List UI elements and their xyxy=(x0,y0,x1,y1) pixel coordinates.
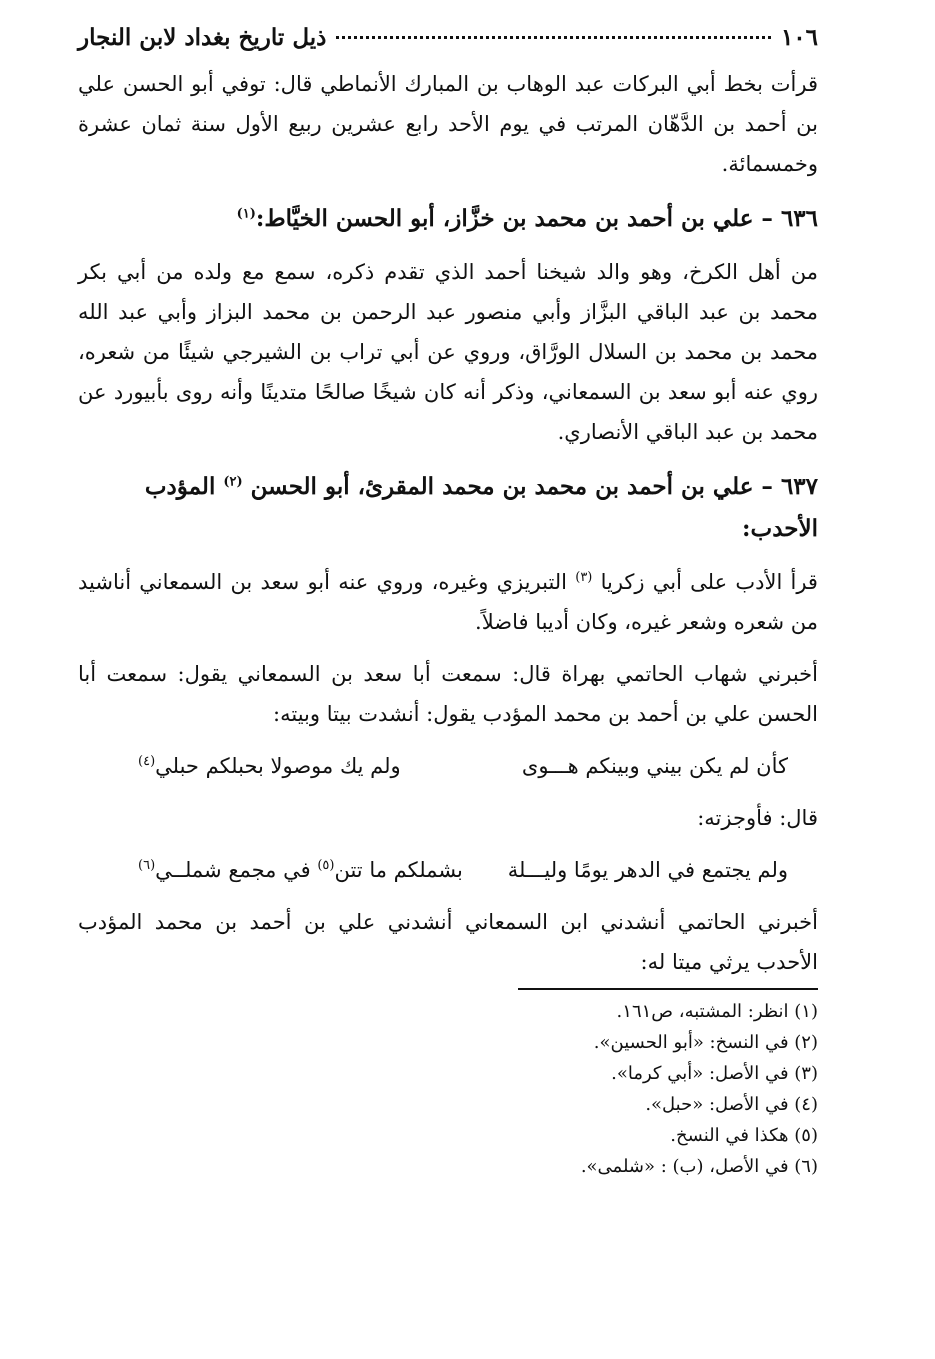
footnote-1: (١) انظر: المشتبه، ص١٦١. xyxy=(616,1001,818,1022)
verse-2-first-hemistich: ولم يجتمع في الدهر يومًا وليـــلة xyxy=(507,858,788,882)
entry-636-body: من أهل الكرخ، وهو والد شيخنا أحمد الذي تقدم ذكره، سمع مع ولده من أبي بكر محمد بن عبد الباقي البزَّاز وأبي منصور عبد الرحمن بن محمد البزاز وأبي عبد الله محمد بن محمد بن السلال الورَّاق، وروي عن أبي تراب بن الشيرجي شيئًا من شعره، روي عنه أبو سعد بن السمعاني، وذكر أنه كان شيخًا صالحًا متدينًا وأنه روى بأبيورد عن محمد بن عبد الباقي الأنصاري. xyxy=(78,260,818,444)
footnote-ref-3: (٣) xyxy=(575,570,593,585)
footnote-2: (٢) في النسخ: «أبو الحسين». xyxy=(593,1032,818,1053)
footnote-ref-5: (٥) xyxy=(317,858,335,873)
verse-2-second-hemistich xyxy=(138,850,463,890)
footnotes xyxy=(78,996,818,1182)
page-number: ١٠٦ xyxy=(780,24,818,51)
header-dot-leader xyxy=(336,36,771,39)
entry-637-title xyxy=(78,466,818,550)
book-title: ذيل تاريخ بغداد لابن النجار xyxy=(78,24,327,51)
verse-2-second-text-a: بشملكم ما تتن xyxy=(334,858,463,882)
verse-1 xyxy=(78,746,818,786)
para1-text-a: قرأ الأدب على أبي زكريا xyxy=(600,570,818,594)
entry-636-heading: ٦٣٦ – علي بن أحمد بن محمد بن خزَّاز، أبو الحسن الخيَّاط: xyxy=(255,205,818,232)
entry-637-heading-part2: المؤدب الأحدب: xyxy=(144,473,818,542)
entry-636-title xyxy=(78,198,818,240)
entry-637-paragraph-1 xyxy=(78,562,818,642)
verse-1-first-hemistich: كأن لم يكن بيني وبينكم هـــوى xyxy=(521,754,788,778)
footnote-ref-1: (١) xyxy=(236,206,256,222)
entry-637-paragraph-2: أخبرني شهاب الحاتمي بهراة قال: سمعت أبا سعد بن السمعاني يقول: سمعت أبا الحسن علي بن أحمد بن محمد المؤدب يقول: أنشدت بيتا وبيته: xyxy=(78,662,818,726)
entry-637-heading-part1: ٦٣٧ – علي بن أحمد بن محمد بن محمد المقرئ، أبو الحسن xyxy=(250,473,818,500)
footnote-ref-4: (٤) xyxy=(138,754,156,769)
footnote-6: (٦) في الأصل، (ب) : «شلمى». xyxy=(580,1156,818,1177)
footnote-separator xyxy=(518,988,818,990)
footnote-4: (٤) في الأصل: «حبل». xyxy=(645,1094,818,1115)
verse-1-second-text: ولم يك موصولا بحبلكم حبلي xyxy=(155,754,401,778)
verse-1-second-hemistich xyxy=(138,746,401,786)
footnote-5: (٥) هكذا في النسخ. xyxy=(670,1125,818,1146)
footnote-3: (٣) في الأصل: «أبي كرما». xyxy=(611,1063,818,1084)
page-header xyxy=(78,24,818,64)
footnote-ref-6: (٦) xyxy=(138,858,156,873)
verse-2 xyxy=(78,850,818,890)
entry-637-paragraph-4: أخبرني الحاتمي أنشدني ابن السمعاني أنشدني علي بن أحمد بن محمد المؤدب الأحدب يرثي ميتا له: xyxy=(78,910,818,974)
verse-2-second-text-b: في مجمع شملــي xyxy=(155,858,311,882)
para1-text-b: التبريزي وغيره، وروي عنه أبو سعد بن السمعاني أناشيد من شعره وشعر غيره، وكان أديبا فاضلاً. xyxy=(78,570,818,634)
intro-paragraph: قرأت بخط أبي البركات عبد الوهاب بن المبارك الأنماطي قال: توفي أبو الحسن علي بن أحمد بن الدَّهّان المرتب في يوم الأحد رابع عشرين ربيع الأول سنة ثمان عشرة وخمسمائة. xyxy=(78,72,818,176)
footnote-ref-2: (٢) xyxy=(223,474,243,490)
book-page xyxy=(78,24,818,1334)
entry-637-paragraph-3: قال: فأوجزته: xyxy=(697,806,818,830)
